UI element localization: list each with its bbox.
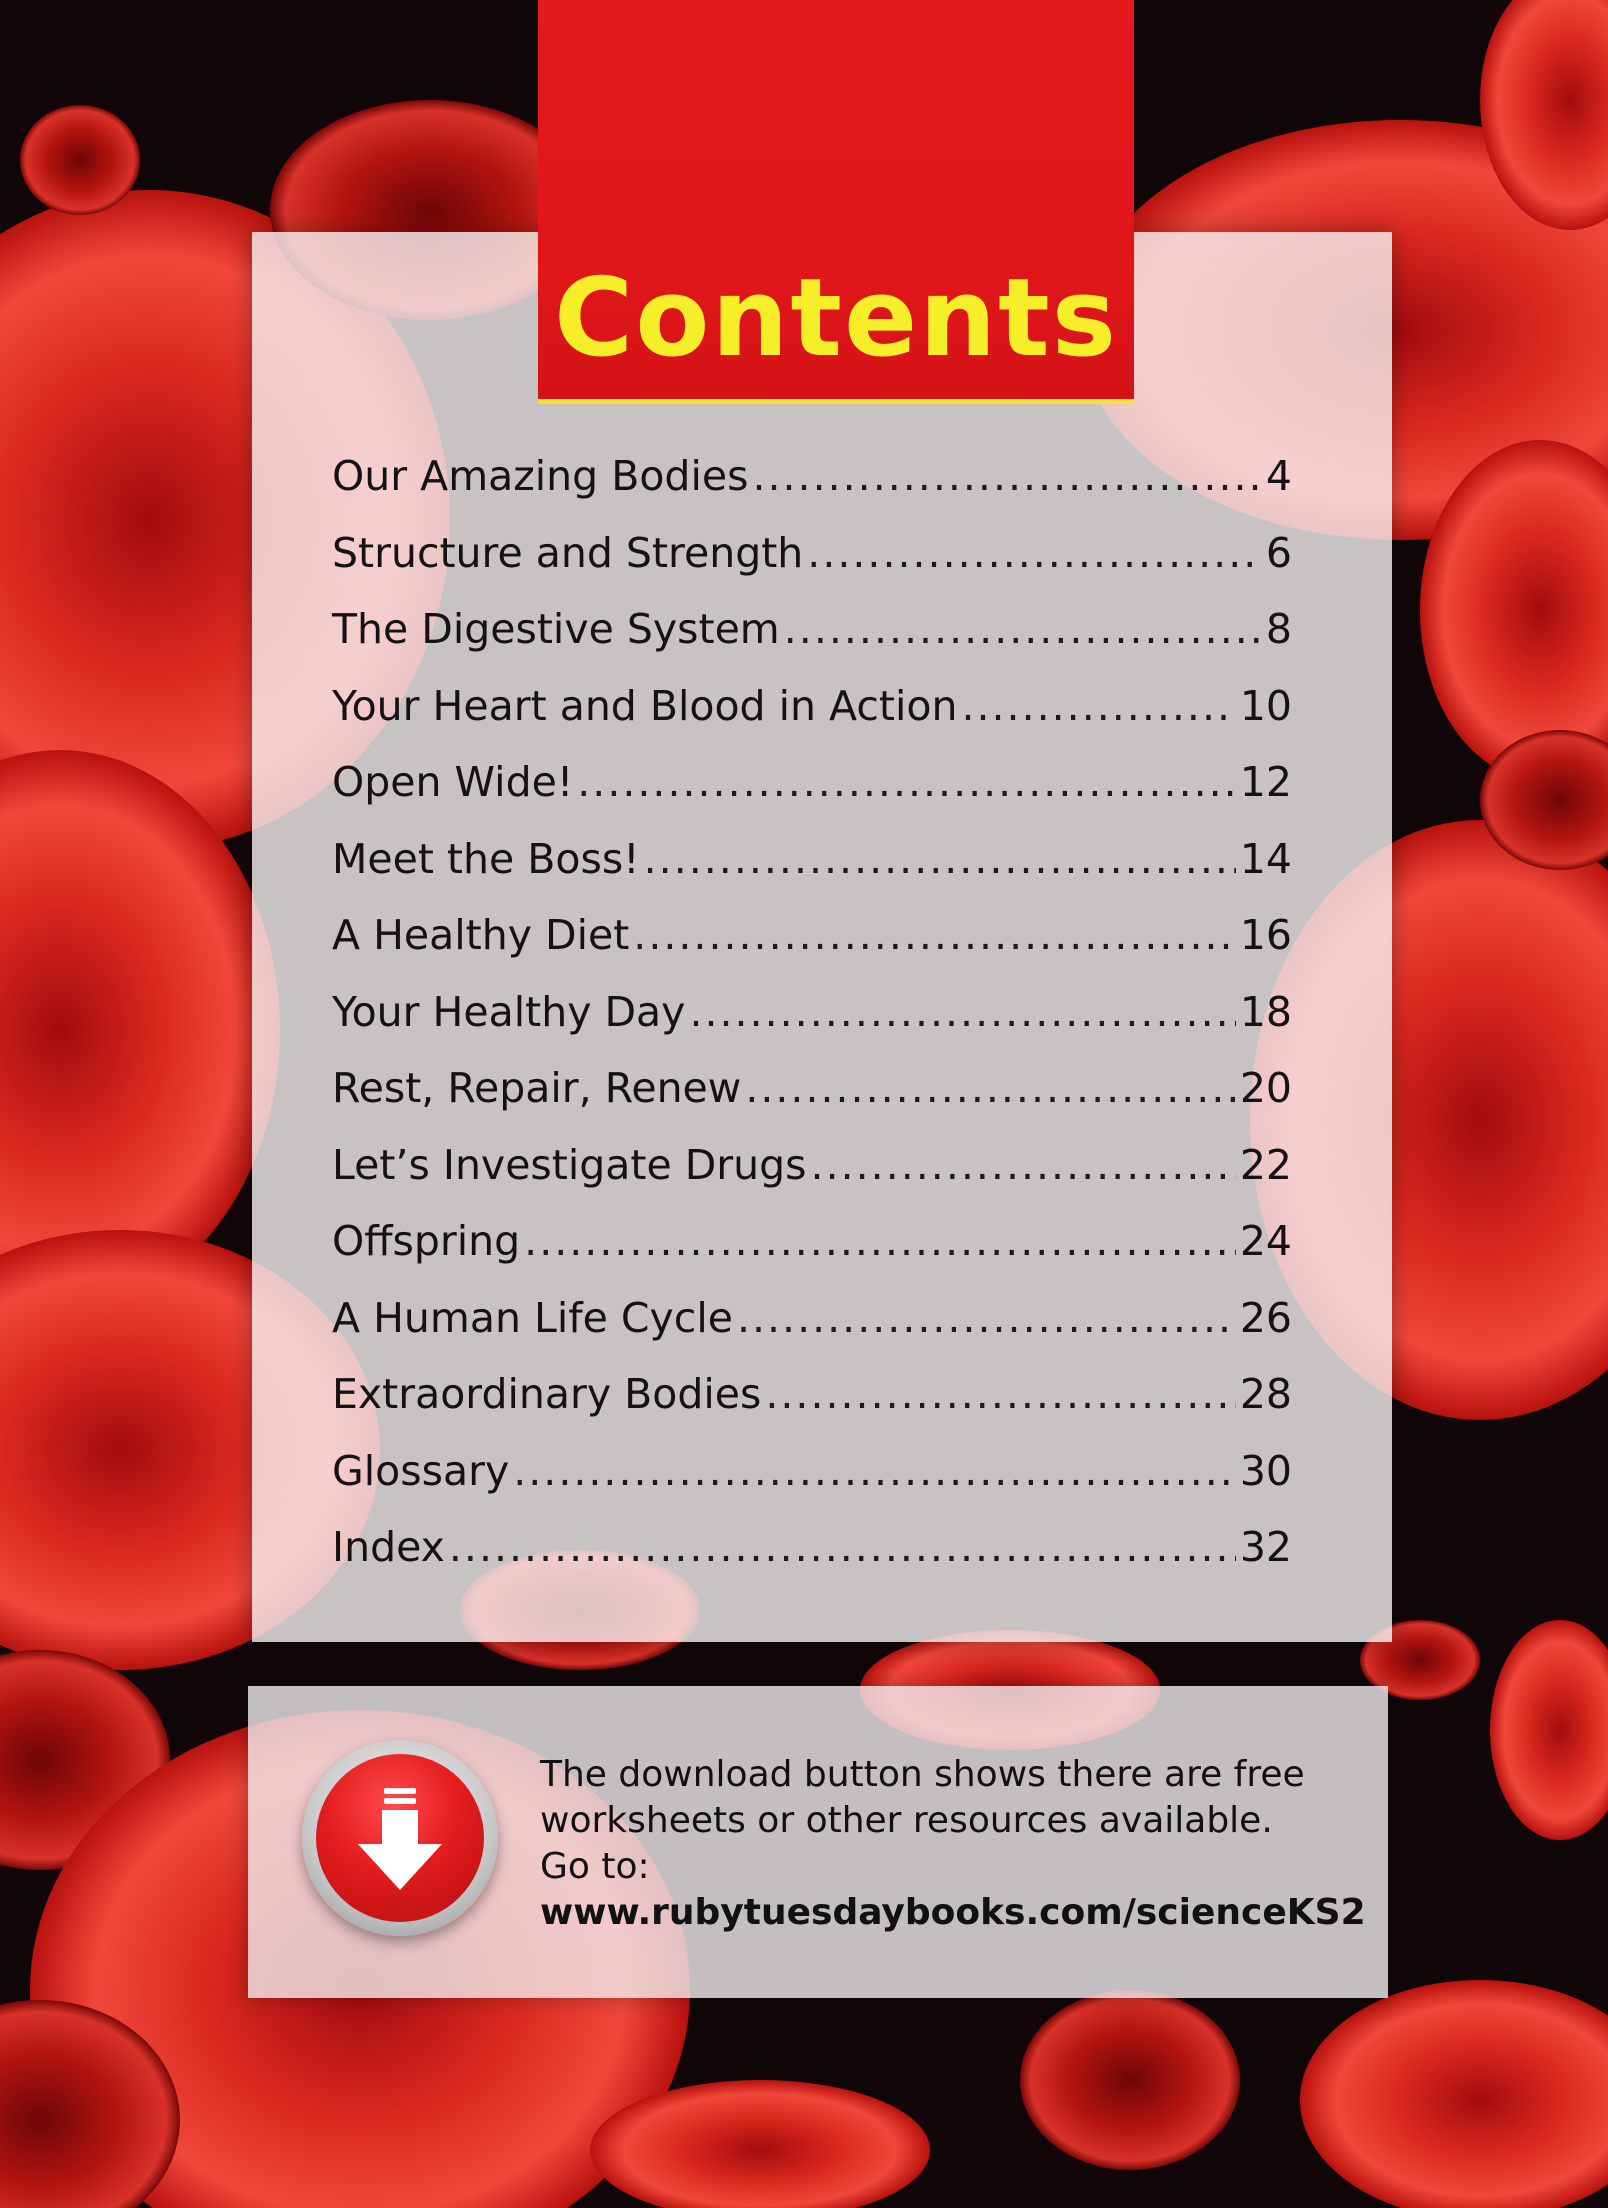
toc-entry[interactable] <box>332 1141 1292 1218</box>
toc-entry-title: A Human Life Cycle <box>332 1293 733 1342</box>
toc-dot-leader <box>524 1217 1236 1265</box>
download-info-text <box>540 1752 1380 1936</box>
toc-dot-leader <box>633 911 1236 959</box>
toc-entry-title: Your Heart and Blood in Action <box>332 681 958 730</box>
toc-dot-leader <box>577 758 1236 806</box>
toc-entry-page-number: 12 <box>1239 758 1292 806</box>
toc-dot-leader <box>737 1294 1236 1342</box>
toc-dot-leader <box>765 1370 1235 1418</box>
toc-dot-leader <box>745 1064 1236 1112</box>
toc-entry-page-number: 6 <box>1265 528 1292 577</box>
toc-entry[interactable] <box>332 1370 1292 1447</box>
toc-entry-page-number: 32 <box>1239 1523 1292 1571</box>
toc-entry-title: Offspring <box>332 1217 521 1265</box>
contents-title-banner <box>538 0 1134 404</box>
toc-dot-leader <box>449 1523 1236 1571</box>
toc-entry-title: Meet the Boss! <box>332 834 640 883</box>
download-button[interactable] <box>302 1740 498 1936</box>
toc-entry-title: Our Amazing Bodies <box>332 452 749 500</box>
toc-entry-page-number: 4 <box>1265 452 1292 500</box>
toc-entry-page-number: 20 <box>1239 1064 1292 1112</box>
toc-entry-title: The Digestive System <box>332 605 780 653</box>
toc-entry-page-number: 18 <box>1239 987 1292 1036</box>
toc-entry-page-number: 30 <box>1239 1446 1292 1495</box>
toc-dot-leader <box>811 1141 1236 1189</box>
toc-entry[interactable] <box>332 988 1292 1065</box>
toc-entry[interactable] <box>332 1294 1292 1371</box>
toc-entry-page-number: 28 <box>1239 1370 1292 1418</box>
table-of-contents <box>332 452 1292 1600</box>
page-title: Contents <box>553 256 1118 381</box>
toc-entry[interactable] <box>332 911 1292 988</box>
toc-entry-title: Index <box>332 1523 445 1571</box>
download-arrow-icon <box>302 1740 498 1936</box>
toc-entry-title: Rest, Repair, Renew <box>332 1064 742 1112</box>
toc-entry-title: Structure and Strength <box>332 528 804 577</box>
toc-dot-leader <box>644 835 1236 883</box>
toc-entry-page-number: 22 <box>1239 1140 1292 1189</box>
toc-entry[interactable] <box>332 835 1292 912</box>
toc-entry-title: Let’s Investigate Drugs <box>332 1140 807 1189</box>
info-line-1: The download button shows there are free <box>540 1754 1305 1795</box>
resources-url-link[interactable]: www.rubytuesdaybooks.com/scienceKS2 <box>540 1892 1366 1933</box>
toc-entry[interactable] <box>332 529 1292 606</box>
toc-entry[interactable] <box>332 1447 1292 1524</box>
toc-entry-title: Glossary <box>332 1446 510 1495</box>
toc-entry-page-number: 14 <box>1239 834 1292 883</box>
toc-entry-title: Your Healthy Day <box>332 987 686 1036</box>
toc-entry-title: Extraordinary Bodies <box>332 1370 762 1418</box>
toc-entry[interactable] <box>332 1064 1292 1141</box>
toc-entry-page-number: 10 <box>1239 681 1292 730</box>
toc-dot-leader <box>689 988 1235 1036</box>
toc-entry-page-number: 8 <box>1265 605 1292 653</box>
toc-entry-title: Open Wide! <box>332 758 574 806</box>
toc-entry[interactable] <box>332 682 1292 759</box>
toc-entry-title: A Healthy Diet <box>332 911 630 959</box>
toc-dot-leader <box>752 452 1261 500</box>
toc-entry[interactable] <box>332 758 1292 835</box>
toc-dot-leader <box>961 682 1235 730</box>
toc-entry[interactable] <box>332 605 1292 682</box>
toc-entry-page-number: 26 <box>1239 1293 1292 1342</box>
toc-entry-page-number: 16 <box>1239 911 1292 959</box>
toc-dot-leader <box>784 605 1262 653</box>
info-line-2: worksheets or other resources available. <box>540 1800 1273 1841</box>
toc-entry-page-number: 24 <box>1239 1217 1292 1265</box>
toc-entry[interactable] <box>332 452 1292 529</box>
toc-entry[interactable] <box>332 1523 1292 1600</box>
info-line-3: Go to: <box>540 1846 650 1887</box>
toc-dot-leader <box>513 1447 1236 1495</box>
toc-dot-leader <box>807 529 1262 577</box>
toc-entry[interactable] <box>332 1217 1292 1294</box>
